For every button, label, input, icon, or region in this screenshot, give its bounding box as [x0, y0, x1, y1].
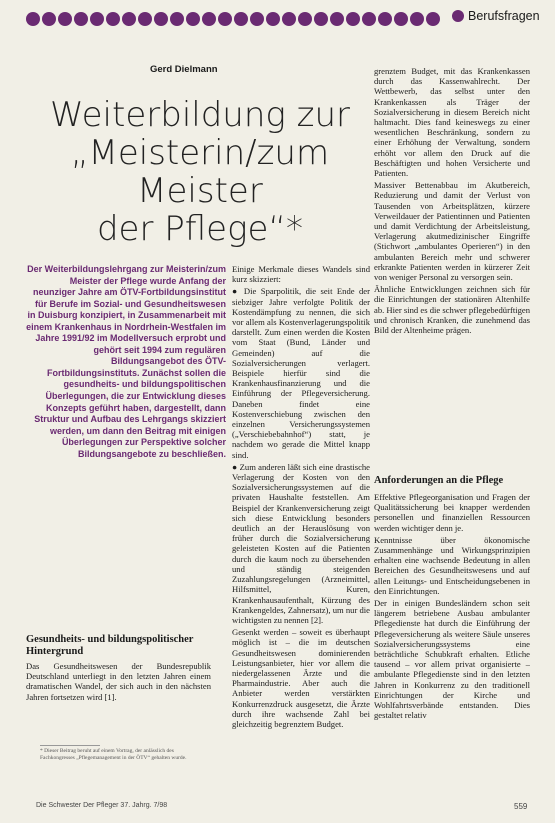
decorative-dot-icon	[138, 12, 152, 26]
decorative-dot-icon	[394, 12, 408, 26]
right-section-heading: Anforderungen an die Pflege	[374, 475, 504, 486]
title-line: „Meisterin/zum Meister	[70, 133, 330, 211]
decorative-dot-icon	[90, 12, 104, 26]
decorative-dot-icon	[26, 12, 40, 26]
middle-column-text	[232, 264, 370, 794]
left-section-heading: Gesundheits- und bildungspolitischer Hintergrund	[26, 634, 194, 657]
decorative-dot-icon	[122, 12, 136, 26]
paragraph: Gesenkt werden – soweit es überhaupt möglich ist – die im deutschen Gesundheitswesen dominierenden Leistungsanbieter, hier vor allem die niedergelassenen Ärzte und die Pharmaindustrie. Aber auch die Anbieter werden verstärkten Konkurrenzdruck ausgesetzt, die Ärzte durch ihre wachsende Zahl bei gleichzeitig begrenztem Budget.	[232, 627, 370, 729]
footnote: * Dieser Beitrag beruht auf einem Vortrag, der anlässlich des Fachkongresses „Pflegemanagement in der ÖTV“ gehalten wurde.	[40, 748, 187, 761]
decorative-dot-icon	[202, 12, 216, 26]
decorative-dot-icon	[42, 12, 56, 26]
decorative-dot-icon	[234, 12, 248, 26]
decorative-dot-icon	[330, 12, 344, 26]
title-line: Weiterbildung zur	[50, 95, 350, 135]
decorative-dot-icon	[186, 12, 200, 26]
paragraph: ● Zum anderen läßt sich eine drastische Verlagerung der Kosten von den Sozialversicherungssystemen auf die privaten Haushalte feststellen. Am Beispiel der Krankenversicherung zeigt sich diese Entwicklung besonders deutlich an der Herauslösung von früher durch die Sozialversicherung geleisteten Kosten auf die Patienten durch die kaum noch zu übersehenden und ständig steigenden Zuzahlungsregelungen (Arzneimittel, Hilfsmittel, Kuren, Krankenhausaufenthalt, Kürzung des Krankengeldes, Zahnersatz), um nur die wichtigsten zu nennen [2].	[232, 461, 370, 625]
decorative-dot-icon	[378, 12, 392, 26]
left-column-text	[26, 661, 211, 743]
paragraph: Massiver Bettenabbau im Akutbereich, Reduzierung und damit der Verlust von Tausenden von Arbeitsplätzen, kürzere Verweildauer der Patientinnen und Patienten und damit Verdichtung der Arbeitsleistung, Verlagerung akutmedizinischer Eingriffe (Stichwort „ambulantes Operieren“) in den ambulanten Bereich mehr und schwerer erkrankte Patienten werden in kürzerer Zeit von weniger Personal zu versorgen sein.	[374, 180, 530, 283]
decorative-dot-icon	[154, 12, 168, 26]
decorative-dot-icon	[218, 12, 232, 26]
decorative-dot-icon	[426, 12, 440, 26]
title-line: der Pflege“*	[96, 209, 304, 249]
section-tag	[452, 9, 540, 23]
paragraph: Ähnliche Entwicklungen zeichnen sich für die Einrichtungen der stationären Altenhilfe ab. Hier sind es die schwer pflegebedürftigen und chronisch Kranken, die zunehmend das Bild der Altenheime prägen.	[374, 284, 530, 336]
footer-journal: Die Schwester Der Pfleger 37. Jahrg. 7/98	[36, 802, 168, 809]
decorative-dot-icon	[58, 12, 72, 26]
section-dot-icon	[452, 10, 464, 22]
author: Gerd Dielmann	[150, 64, 218, 75]
paragraph: Der in einigen Bundesländern schon seit längerem betriebene Ausbau ambulanter Pflegedienste hat durch die Einführung der Pflegeversicherung als weitere Säule unseres Sozialversicherungssystems eine beträchtliche Schubkraft erhalten. Etliche tausend – vor allem privat organisierte – ambulante Pflegedienste sind in den letzten Jahren in Konkurrenz zu den traditionell Einrichtungen der Kirche und Wohlfahrtsverbände entstanden. Dies gestaltet relativ	[374, 598, 530, 721]
article-title	[30, 96, 370, 248]
paragraph: Das Gesundheitswesen der Bundesrepublik Deutschland unterliegt in den letzten Jahren einem dramatischen Wandel, der sich auch in den nächsten Jahren fortsetzen wird [1].	[26, 661, 211, 702]
paragraph: Kenntnisse über ökonomische Zusammenhänge und Wirkungsprinzipien erhalten eine wachsende Bedeutung in allen Bereichen des Gesundheitswesens und auf allen Leitungs- und Entscheidungsebenen in den Einrichtungen.	[374, 534, 530, 596]
decorative-dot-icon	[362, 12, 376, 26]
paragraph: ● Die Sparpolitik, die seit Ende der siebziger Jahre verfolgte Politik der Kostendämpfung zu nennen, die sich vor allem als Kostenverlagerungspolitik darstellt. Zum einen werden die Kosten vom Staat (Bund, Länder und Gemeinden) auf die Sozialversicherungen verlagert. Beispiele hierfür sind die Krankenhausfinanzierung und die Einführung der Pflegeversicherung. Daneben findet eine Kostenverschiebung zwischen den einzelnen Versicherungssystemen („Verschiebebahnhof“) statt, je nachdem wo gerade die Mittel knapp sind.	[232, 286, 370, 460]
page-number: 559	[514, 802, 528, 811]
decorative-dot-icon	[346, 12, 360, 26]
paragraph: Effektive Pflegeorganisation und Fragen der Qualitätssicherung bei knapper werdenden personellen und finanziellen Ressourcen werden wichtiger denn je.	[374, 492, 530, 533]
decorative-dot-icon	[74, 12, 88, 26]
section-label: Berufsfragen	[468, 9, 540, 23]
decorative-dot-icon	[298, 12, 312, 26]
paragraph: grenztem Budget, mit das Krankenkassen durch das Kassenwahlrecht. Der Wettbewerb, das selbst unter den Krankenkassen als Träger der Sozialversicherung in diesem Bereich nicht haltmacht. Dies fand keineswegs zu einer wesentlichen Beschränkung, sondern zu einer Erhöhung der Verwaltung, sondern erhöht vor allem den Druck auf die Beschäftigten und hohen Versicherte und Patienten.	[374, 66, 530, 179]
lead-paragraph: Der Weiterbildungslehrgang zur Meisterin/zum Meister der Pflege wurde Anfang der neunziger Jahre am ÖTV-Fortbildungsinstitut für Berufe im Sozial- und Gesundheitswesen in Duisburg konzipiert, in Zusammenarbeit mit einem Krankenhaus in Nordrhein-Westfalen im Jahre 1991/92 im Modellversuch erprobt und gehört seit 1994 zum regulären Bildungsangebot des ÖTV-Fortbildungsinstituts. Zunächst sollen die gesundheits- und bildungspolitischen Überlegungen, die zur Entwicklung dieses Konzepts geführt haben, dargestellt, dann Struktur und Aufbau des Lehrgangs skizziert werden, um dann den Beitrag mit einigen Überlegungen zur Perspektive solcher Bildungsangebote zu beschließen.	[26, 264, 226, 459]
decorative-dot-icon	[170, 12, 184, 26]
header-dot-band	[26, 12, 446, 28]
decorative-dot-icon	[314, 12, 328, 26]
decorative-dot-icon	[410, 12, 424, 26]
decorative-dot-icon	[106, 12, 120, 26]
right-column-text-2	[374, 492, 530, 794]
paragraph: Einige Merkmale dieses Wandels sind kurz skizziert:	[232, 264, 370, 285]
decorative-dot-icon	[250, 12, 264, 26]
right-column-text	[374, 66, 530, 456]
footnote-rule	[40, 745, 100, 746]
decorative-dot-icon	[282, 12, 296, 26]
decorative-dot-icon	[266, 12, 280, 26]
